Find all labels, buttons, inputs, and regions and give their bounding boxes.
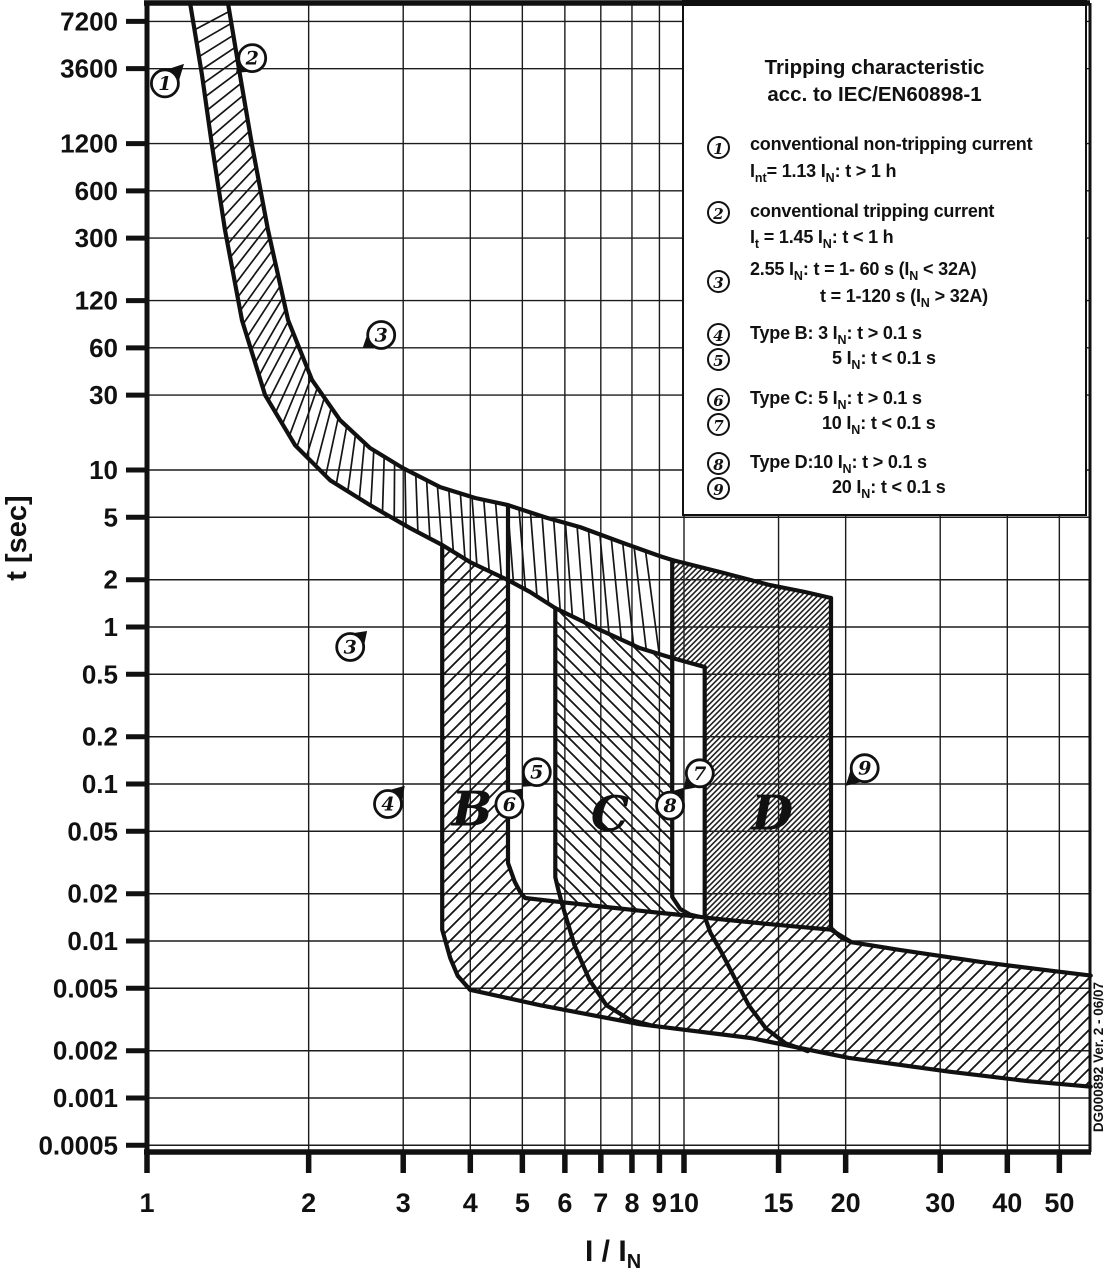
y-tick-label: 0.001 bbox=[52, 1083, 118, 1113]
y-tick-label: 0.02 bbox=[67, 878, 118, 909]
y-axis-title: t [sec] bbox=[1, 495, 33, 581]
callout-number: 8 bbox=[663, 795, 677, 818]
legend-item-2-number: 2 bbox=[707, 201, 730, 224]
x-tick-label: 50 bbox=[1044, 1188, 1075, 1218]
legend-item-8-number: 8 bbox=[707, 452, 730, 475]
y-tick-label: 0.1 bbox=[81, 769, 118, 799]
legend-items bbox=[684, 6, 1085, 514]
legend-item-line-8: Type C: 5 $I_N$: t > 0.1 s bbox=[750, 388, 922, 412]
legend-item-4-number: 4 bbox=[707, 323, 730, 346]
y-tick-label: 10 bbox=[89, 455, 118, 485]
y-tick-label: 0.002 bbox=[52, 1035, 118, 1066]
x-tick-label: 5 bbox=[514, 1188, 530, 1218]
legend-item-5-number: 5 bbox=[707, 348, 730, 371]
legend-box bbox=[682, 0, 1087, 516]
legend-item-line-2: conventional tripping current bbox=[750, 201, 995, 221]
callout-number: 5 bbox=[530, 761, 544, 784]
legend-item-line-1: $I_{nt}= 1.13$ $I_N$: t > 1 h bbox=[750, 161, 897, 185]
legend-item-line-9: 10 $I_N$: t < 0.1 s bbox=[822, 413, 936, 437]
legend-item-9-number: 9 bbox=[707, 477, 730, 500]
y-tick-label: 7200 bbox=[60, 6, 118, 37]
legend-item-line-4: 2.55 $I_N$: t = 1- 60 s $(I_N < 32A)$ bbox=[750, 259, 977, 283]
y-tick-label: 0.01 bbox=[67, 926, 118, 956]
x-axis-title-subscript: N bbox=[626, 1251, 642, 1273]
y-tick-label: 3600 bbox=[60, 53, 118, 84]
x-axis-title-main: I / I bbox=[585, 1235, 627, 1268]
legend-item-3-number: 3 bbox=[707, 270, 730, 293]
y-tick-label: 0.2 bbox=[81, 721, 118, 752]
zone-label-C: C bbox=[590, 786, 630, 843]
x-tick-label: 6 bbox=[557, 1188, 573, 1218]
legend-item-line-7: 5 $I_N$: t < 0.1 s bbox=[832, 348, 936, 372]
x-tick-label: 30 bbox=[925, 1188, 956, 1218]
zone-label-D: D bbox=[751, 785, 794, 842]
legend-item-6-number: 6 bbox=[707, 388, 730, 411]
y-tick-label: 5 bbox=[103, 502, 118, 533]
legend-item-1-number: 1 bbox=[707, 136, 730, 159]
y-tick-label: 120 bbox=[74, 285, 118, 316]
x-tick-label: 7 bbox=[593, 1188, 609, 1218]
legend-title-line1: Tripping characteristic bbox=[764, 56, 985, 79]
callout-number: 3 bbox=[374, 324, 388, 347]
y-tick-label: 300 bbox=[74, 223, 118, 254]
y-tick-label: 60 bbox=[89, 332, 118, 363]
y-tick-label: 2 bbox=[103, 564, 118, 595]
legend-item-line-6: Type B: 3 $I_N$: t > 0.1 s bbox=[750, 323, 922, 347]
y-tick-label: 30 bbox=[89, 380, 118, 411]
callout-number: 1 bbox=[158, 72, 172, 95]
x-tick-label: 15 bbox=[763, 1188, 794, 1218]
x-axis-title bbox=[585, 1235, 725, 1274]
x-tick-label: 20 bbox=[830, 1188, 861, 1218]
callout-number: 4 bbox=[381, 793, 395, 816]
legend-item-line-10: Type D:10 $I_N$: t > 0.1 s bbox=[750, 452, 927, 476]
legend-title-line2: acc. to IEC/EN60898-1 bbox=[767, 83, 982, 106]
y-tick-label: 0.005 bbox=[52, 973, 118, 1004]
legend-item-line-5: t = 1-120 s $(I_N > 32A)$ bbox=[820, 286, 988, 310]
callout-number: 7 bbox=[693, 762, 707, 785]
x-tick-label: 4 bbox=[462, 1188, 478, 1218]
x-tick-label: 9 bbox=[651, 1188, 667, 1218]
x-tick-label: 10 bbox=[668, 1188, 700, 1218]
x-tick-label: 3 bbox=[395, 1188, 411, 1218]
legend-item-line-11: 20 $I_N$: t < 0.1 s bbox=[832, 477, 946, 501]
y-tick-label: 0.05 bbox=[67, 816, 118, 847]
x-tick-label: 2 bbox=[301, 1188, 317, 1218]
x-tick-label: 8 bbox=[624, 1188, 640, 1218]
zone-label-B: B bbox=[451, 781, 493, 838]
y-tick-label: 0.5 bbox=[81, 659, 118, 690]
callout-number: 3 bbox=[343, 636, 357, 659]
legend-item-7-number: 7 bbox=[707, 413, 730, 436]
callout-number: 6 bbox=[502, 793, 517, 816]
callout-number: 2 bbox=[245, 47, 259, 70]
legend-item-line-0: conventional non-tripping current bbox=[750, 134, 1033, 154]
x-tick-label: 40 bbox=[992, 1188, 1023, 1218]
x-tick-label: 1 bbox=[139, 1188, 155, 1218]
legend-item-line-3: $I_t = 1.45$ $I_N$: t < 1 h bbox=[750, 227, 894, 251]
callout-number: 9 bbox=[858, 757, 872, 780]
y-tick-label: 0.0005 bbox=[38, 1130, 118, 1161]
figure-code: DG000892 Ver. 2 - 06/07 bbox=[1091, 981, 1106, 1133]
y-tick-label: 1200 bbox=[60, 128, 118, 159]
y-tick-label: 600 bbox=[74, 175, 118, 206]
y-tick-label: 1 bbox=[103, 612, 118, 642]
